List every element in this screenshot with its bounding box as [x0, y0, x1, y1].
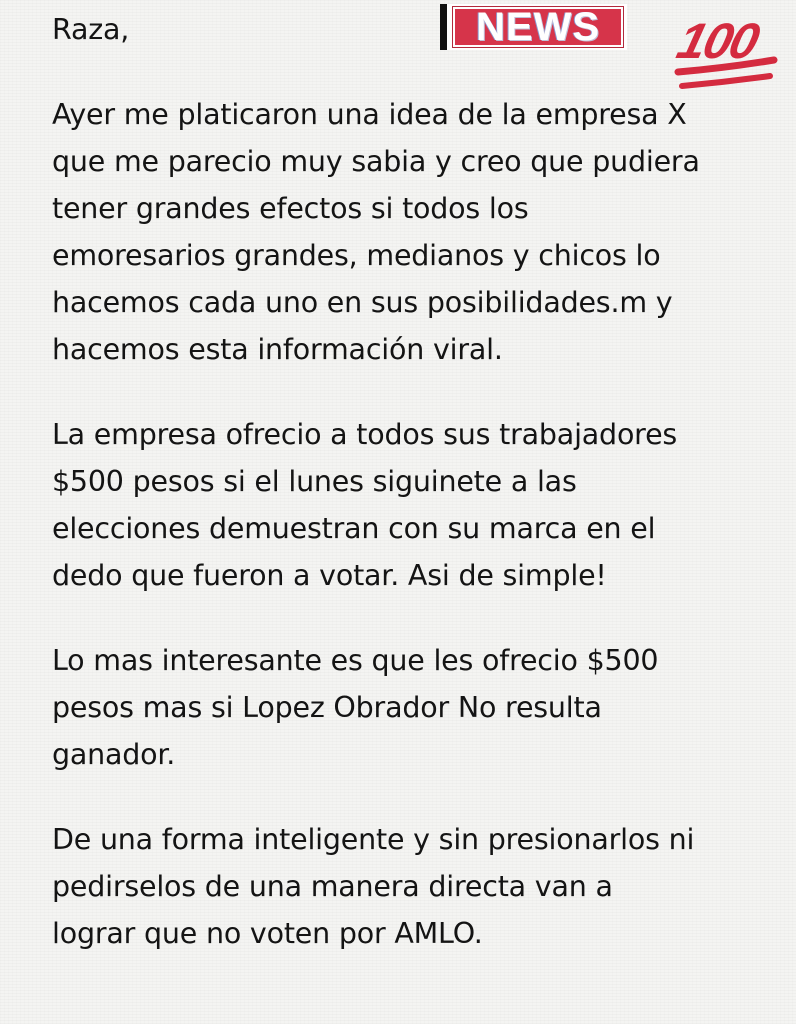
- paragraph-line: ganador.: [52, 738, 176, 771]
- news-badge: [440, 4, 627, 50]
- paragraph-line: dedo que fueron a votar. Asi de simple!: [52, 559, 607, 592]
- paragraph-line: Ayer me platicaron una idea de la empresa X: [52, 98, 687, 131]
- greeting: Raza,: [52, 13, 130, 46]
- paragraph-line: pedirselos de una manera directa van a: [52, 870, 613, 903]
- hundred-points-icon: [670, 4, 780, 92]
- paragraph-line: hacemos cada uno en sus posibilidades.m y: [52, 286, 673, 319]
- hundred-underline-2: [682, 76, 770, 86]
- paragraph-line: Lo mas interesante es que les ofrecio $500: [52, 644, 659, 677]
- paragraph-gap: [52, 373, 772, 411]
- paragraph-line: hacemos esta información viral.: [52, 333, 503, 366]
- paragraph-line: elecciones demuestran con su marca en el: [52, 512, 656, 545]
- paragraph-line: De una forma inteligente y sin presionarlos ni: [52, 823, 695, 856]
- paragraph-1: [52, 91, 772, 373]
- paragraph-gap: [52, 778, 772, 816]
- paragraph-line: $500 pesos si el lunes siguinete a las: [52, 465, 577, 498]
- paragraph-line: pesos mas si Lopez Obrador No resulta: [52, 691, 602, 724]
- paragraph-line: lograr que no voten por AMLO.: [52, 917, 483, 950]
- news-badge-label: NEWS: [453, 7, 623, 47]
- paragraph-2: [52, 411, 772, 599]
- paragraph-line: tener grandes efectos si todos los: [52, 192, 529, 225]
- paragraph-gap: [52, 599, 772, 637]
- paragraph-gap: [52, 53, 772, 91]
- paragraph-line: La empresa ofrecio a todos sus trabajadores: [52, 418, 678, 451]
- note-body: [52, 6, 772, 957]
- paragraph-4: [52, 816, 772, 957]
- paragraph-3: [52, 637, 772, 778]
- paragraph-line: que me parecio muy sabia y creo que pudiera: [52, 145, 700, 178]
- hundred-points-text: 100: [671, 12, 764, 69]
- paragraph-line: emoresarios grandes, medianos y chicos lo: [52, 239, 661, 272]
